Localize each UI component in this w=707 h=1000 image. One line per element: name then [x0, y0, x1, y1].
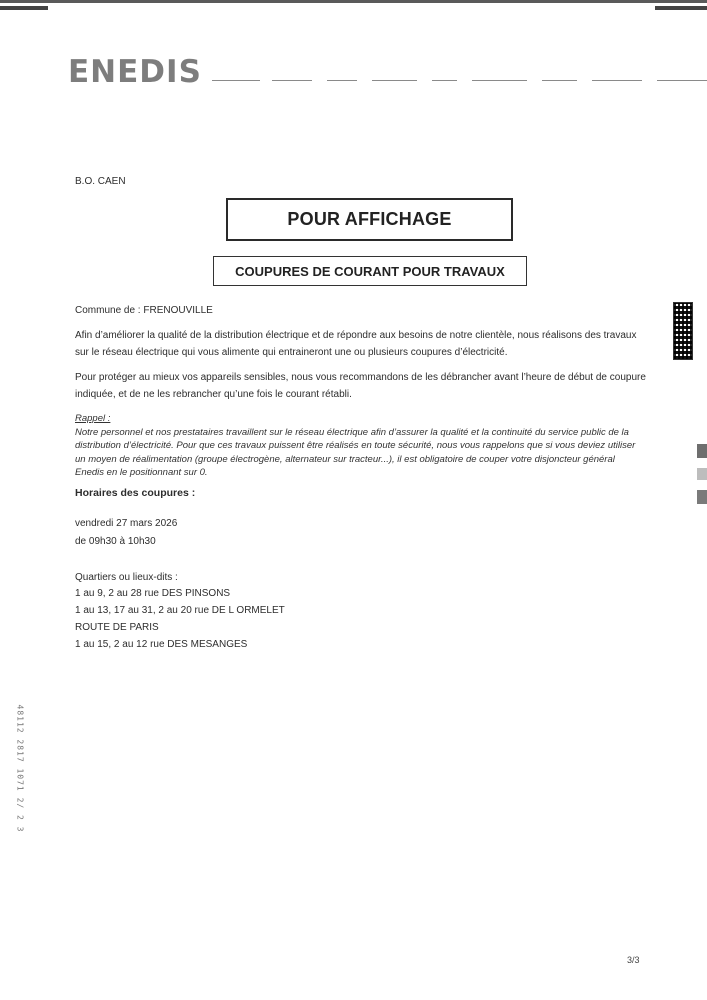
commune-line: Commune de : FRENOUVILLE: [75, 305, 213, 316]
scan-side-mark: [697, 490, 707, 504]
rappel-title: Rappel :: [75, 413, 111, 424]
subtitle-box: [213, 256, 527, 286]
outage-time: de 09h30 à 10h30: [75, 536, 156, 547]
quartier-item: 1 au 13, 17 au 31, 2 au 20 rue DE L ORMELET: [75, 605, 285, 616]
title-box: [226, 198, 513, 241]
quartiers-heading: Quartiers ou lieux-dits :: [75, 572, 178, 583]
horaires-heading: Horaires des coupures :: [75, 487, 196, 499]
datamatrix-code: [673, 302, 693, 360]
page-subtitle: COUPURES DE COURANT POUR TRAVAUX: [235, 263, 505, 279]
scan-side-mark: [697, 444, 707, 458]
scan-top-edge: [0, 0, 707, 3]
scan-edge-mark-left: [0, 6, 48, 10]
enedis-logo: ENEDIS: [68, 54, 202, 90]
scan-side-mark: [697, 468, 707, 480]
intro-paragraph: Afin d’améliorer la qualité de la distribution électrique et de répondre aux besoins de notre clientèle, nous réalisons des travaux sur le réseau électrique qui vous alimente qui entraineront une ou plusieurs coupures d’électricité.: [75, 330, 637, 358]
office-label: B.O. CAEN: [75, 176, 126, 187]
advice-paragraph: Pour protéger au mieux vos appareils sensibles, nous vous recommandons de les débrancher avant l’heure de début de coupure indiquée, et de ne les rebrancher qu’une fois le courant rétabli.: [75, 372, 646, 400]
header-rule: [212, 80, 707, 82]
scan-edge-mark-right: [655, 6, 707, 10]
quartier-item: 1 au 15, 2 au 12 rue DES MESANGES: [75, 639, 248, 650]
rappel-block: [75, 412, 645, 480]
outage-date: vendredi 27 mars 2026: [75, 518, 178, 529]
page-number: 3/3: [627, 955, 640, 965]
margin-reference: 48112 2817 1071 2/ 2 3: [15, 704, 25, 833]
quartier-item: 1 au 9, 2 au 28 rue DES PINSONS: [75, 588, 231, 599]
rappel-text: Notre personnel et nos prestataires travaillent sur le réseau électrique afin d’assurer la qualité et la continuité du service public de la distribution d’électricité. Pour que ces travaux puissent être réalisés en toute sécurité, nous vous rappelons que si vous deviez utiliser un moyen de réalimentation (groupe électrogène, alternateur sur tracteur...), il est obligatoire de couper votre disjoncteur général Enedis en le positionnant sur 0.: [75, 426, 636, 478]
quartier-item: ROUTE DE PARIS: [75, 622, 159, 633]
page-title: POUR AFFICHAGE: [287, 209, 452, 229]
